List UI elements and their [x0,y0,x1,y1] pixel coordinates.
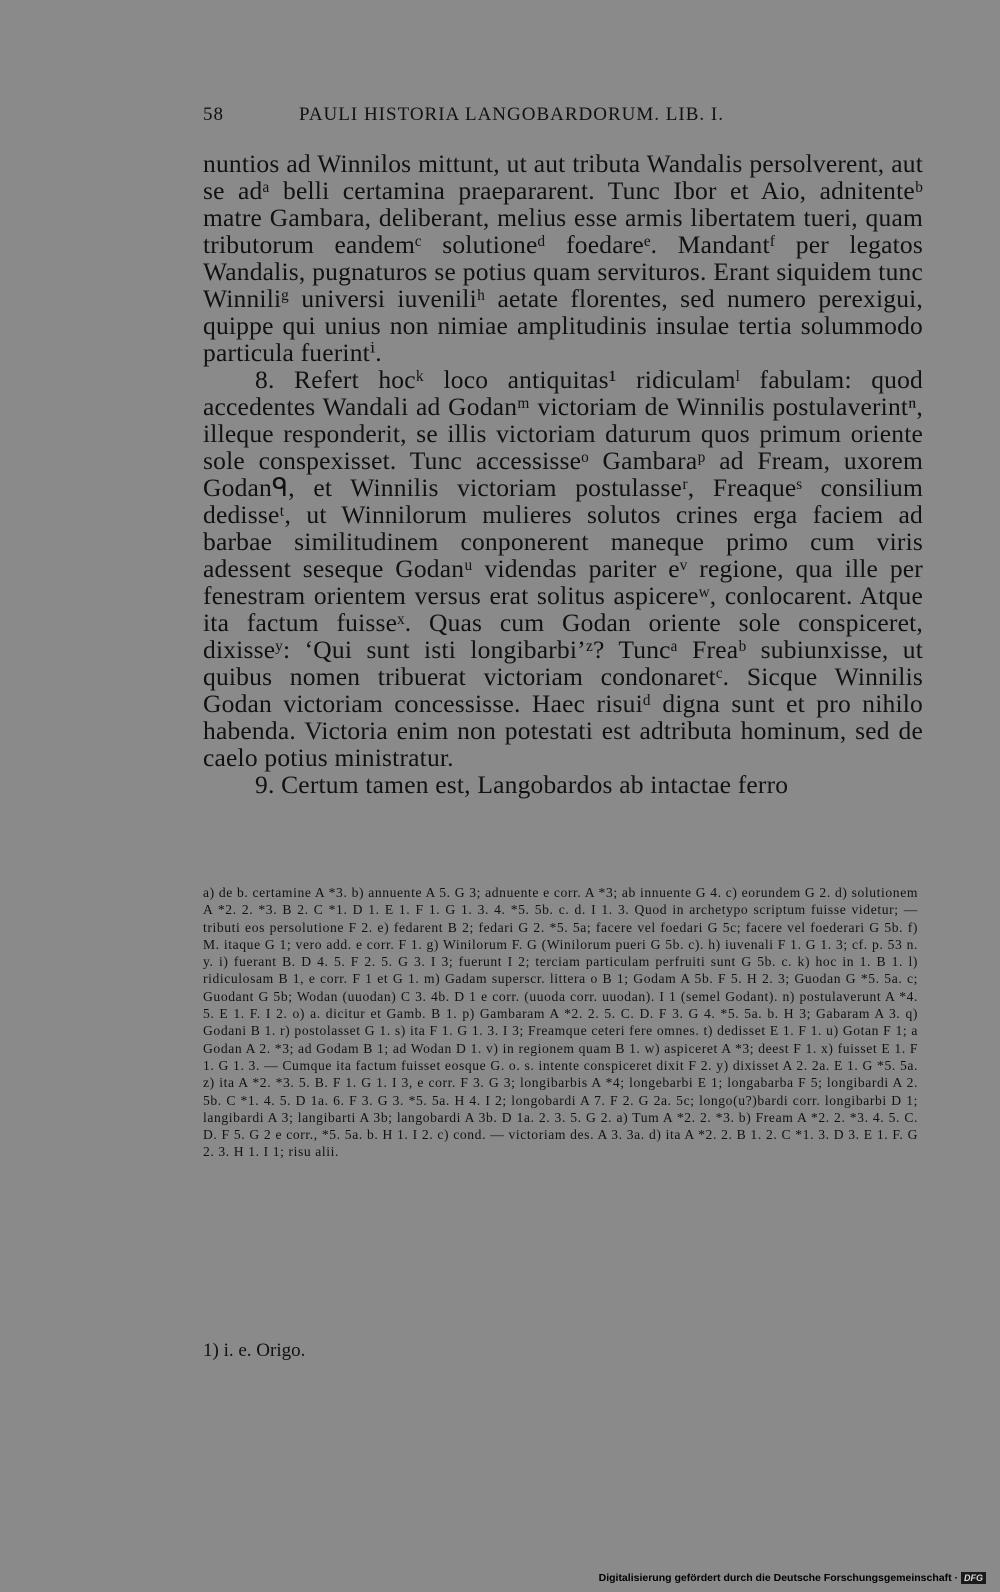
origin-footnote: 1) i. e. Origo. [203,1340,306,1361]
dfg-logo: DFG [961,1572,986,1584]
page-number: 58 [203,104,224,125]
footnotes-text: a) de b. certamine A *3. b) annuente A 5. G 3; adnuente e corr. A *3; ab innuente G 4. c) eorundem G 2. d) solutionem A *2. 2. *3. B 2. C *1. D 1. E 1. F 1. G 1. 3. 4. *5. 5b. c. d. I 1. 3. Quod in archetypo scriptum fuisse videtur; — tributi eos persolutione F 2. e) fedarent B 2; fedari G 2. *5. 5a; facere vel foedari G 5c; facere vel foederari G 5b. f) M. itaque G 1; vero add. e corr. F 1. g) Winilorum F. G (Winilorum pueri G 5b. c). h) iuvenali F 1. G 1. 3; cf. p. 53 n. y. i) fuerant B. D 4. 5. F 2. 5. G 3. I 3; fuerunt I 2; terciam particulam perfruiti sunt G 5b. c. k) hoc in 1. B 1. l) ridiculosam B 1, e corr. F 1 et G 1. m) Gadam superscr. littera o B 1; Godam A 5b. F 5. H 2. 3; Guodan G *5. 5a. c; Guodant G 5b; Wodan (uuodan) C 3. 4b. D 1 e corr. (uuoda corr. uuodan). I 1 (semel Godant). n) postulaverunt A *4. 5. E 1. F. I 2. o) a. dicitur et Gamb. B 1. p) Gambaram A *2. 2. 5. C. D. F 3. G 4. *5. 5a. b. H 3; Gabaram A 3. q) Godani B 1. r) postolasset G 1. s) ita F 1. G 1. 3. I 3; Freamque ceteri fere omnes. t) dedisset E 1. F 1. u) Gotan F 1; a Godan A 2. *3; ad Godam B 1; ad Wodan D 1. v) in regionem quam B 1. w) aspiceret A *3; deest F 1. x) fuisset E 1. F 1. G 1. 3. — Cumque ita factum fuisset eosque G. o. s. intente conspiceret dixit F 2. y) dixisset A 2. 2a. E 1. G *5. 5a. z) ita A *2. *3. 5. B. F 1. G 1. I 3, e corr. F 3. G 3; longibarbis A *4; longebarbi E 1; longabarba F 5; longibardi A 2. 5b. C *1. 4. 5. D 1a. 6. F 3. G 3. *5. 5a. H 4. I 2; longobardi A 7. F 2. G 2a. 5c; longo(u?)bardi corr. longibarbi D 1; langibardi A 3; langibarti A 3b; langobardi A 3b. D 1a. 2. 3. 5. G 2. a) Tum A *2. 2. *3. b) Fream A *2. 2. *3. 4. 5. C. D. F 5. G 2 e corr., *5. 5a. b. H 1. I 2. c) cond. — victoriam des. A 3. 3a. d) ita A *2. 2. B 1. 2. C *1. 3. D 3. E 1. F. G 2. 3. H 1. I 1; risu alii. [203,885,918,1160]
running-title: PAULI HISTORIA LANGOBARDORUM. LIB. I. [299,104,724,125]
digitization-credit [599,1572,986,1584]
main-text [203,150,923,798]
paragraph-continuation: nuntios ad Winnilos mittunt, ut aut tributa Wandalis persolverent, aut se adᵃ belli certamina praepararent. Tunc Ibor et Aio, adnitenteᵇ matre Gambara, deliberant, melius esse armis libertatem tueri, quam tributorum eandemᶜ solutioneᵈ foedareᵉ. Mandantᶠ per legatos Wandalis, pugnaturos se potius quam servituros. Erant siquidem tunc Winniliᵍ universi iuveniliʰ aetate florentes, sed numero perexigui, quippe qui unius non nimiae amplitudinis insulae tertia solummodo particula fuerintⁱ. [203,149,923,367]
credit-text: Digitalisierung gefördert durch die Deutsche Forschungsgemeinschaft · [598,1572,958,1584]
critical-apparatus [203,884,918,1161]
paragraph-section-8: 8. Refert hocᵏ loco antiquitas¹ ridiculamˡ fabulam: quod accedentes Wandali ad Godanᵐ victoriam de Winnilis postulaverintⁿ, illeque responderit, se illis victoriam daturum quos primum oriente sole conspexisset. Tunc accessisseᵒ Gambaraᵖ ad Fream, uxorem Godanᑫ, et Winnilis victoriam postulasseʳ, Freaqueˢ consilium dedisseᵗ, ut Winnilorum mulieres solutos crines erga faciem ad barbae similitudinem conponerent maneque primo cum viris adessent seseque Godanᵘ videndas pariter eᵛ regione, qua ille per fenestram orientem versus erat solitus aspicereʷ, conlocarent. Atque ita factum fuisseˣ. Quas cum Godan oriente sole conspiceret, dixisseʸ: ‘Qui sunt isti longibarbi’ᶻ? Tuncᵃ Freaᵇ subiunxisse, ut quibus nomen tribuerat victoriam condonaretᶜ. Sicque Winnilis Godan victoriam concessisse. Haec risuiᵈ digna sunt et pro nihilo habenda. Victoria enim non potestati est adtributa hominum, sed de caelo potius ministratur. [203,365,923,772]
page-header [203,104,833,126]
paragraph-section-9: 9. Certum tamen est, Langobardos ab intactae ferro [255,770,789,799]
